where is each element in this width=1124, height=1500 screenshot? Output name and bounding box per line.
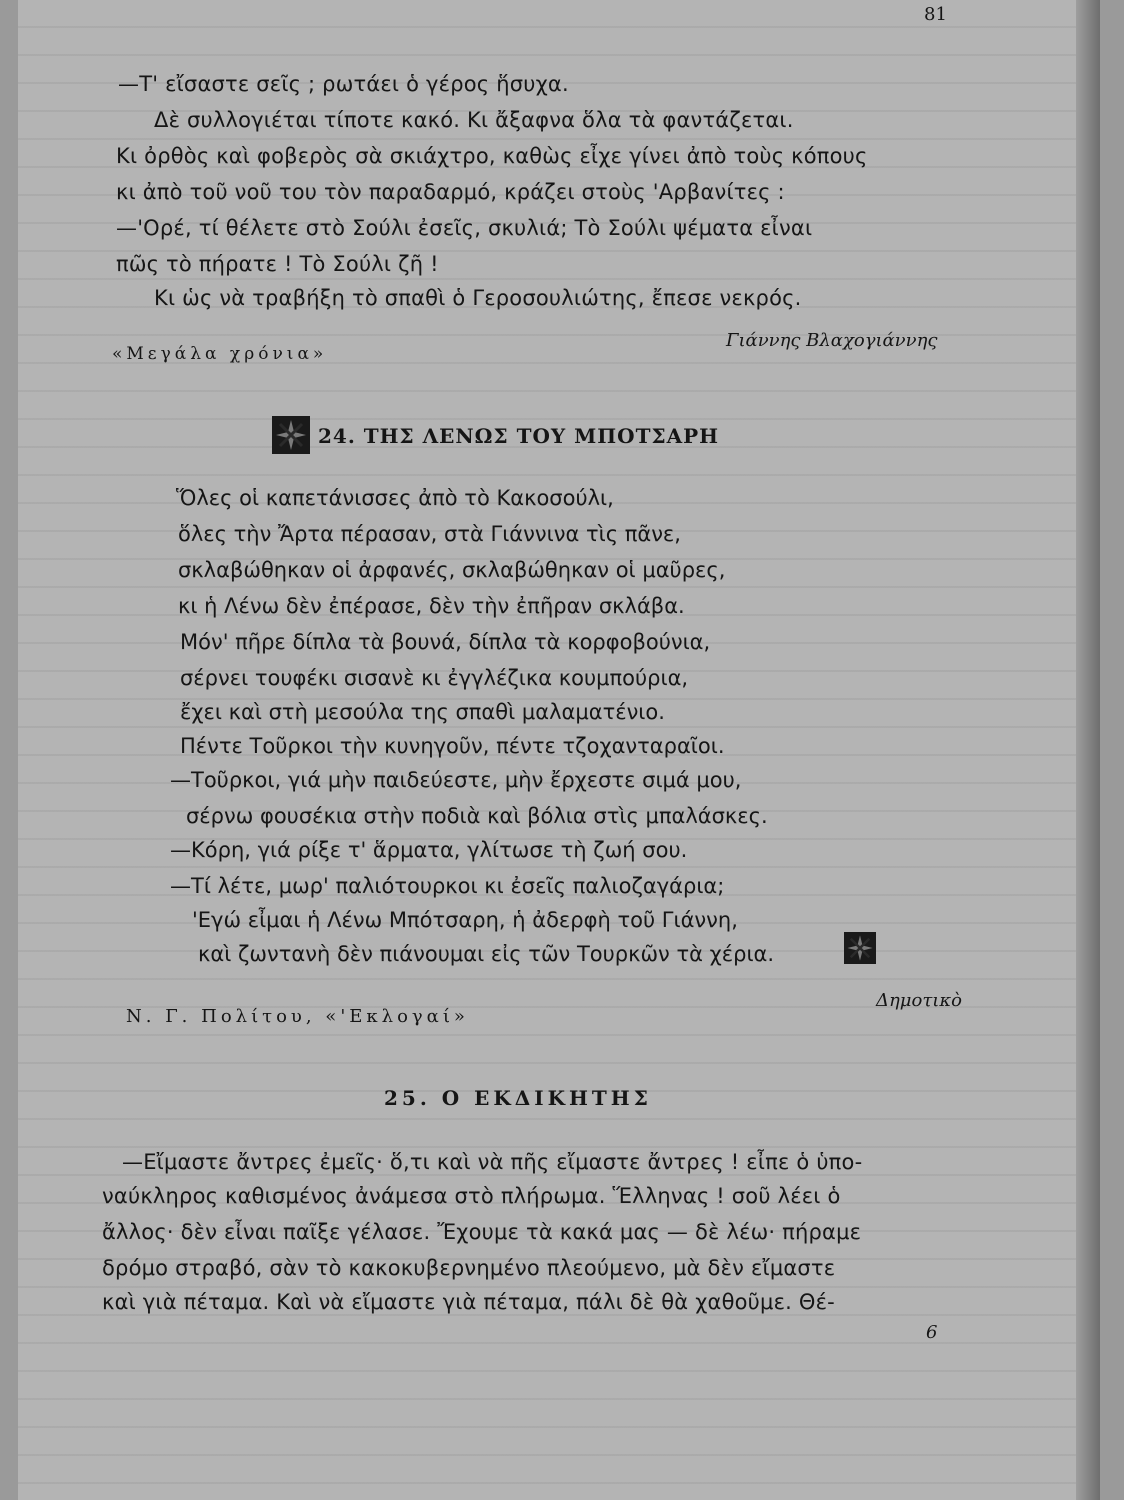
section-heading-25: 25. Ο ΕΚΔΙΚΗΤΗΣ — [384, 1086, 652, 1110]
page-edge — [1076, 0, 1100, 1500]
source-title: Ν. Γ. Πολίτου, «'Εκλογαί» — [126, 1006, 469, 1027]
text-line: —Εἴμαστε ἄντρες ἐμεῖς· ὅ,τι καὶ νὰ πῆς εἴμαστε ἄντρες ! εἶπε ὁ ὑπο- — [122, 1150, 863, 1174]
poem-line: σέρνει τουφέκι σισανὲ κι ἐγγλέζικα κουμπούρια, — [180, 666, 689, 690]
poem-line: κι ἡ Λένω δὲν ἐπέρασε, δὲν τὴν ἐπῆραν σκλάβα. — [178, 594, 685, 618]
text-line: ἄλλος· δὲν εἶναι παῖξε γέλασε. Ἔχουμε τὰ κακά μας — δὲ λέω· πήραμε — [102, 1220, 862, 1244]
poem-line: καὶ ζωντανὴ δὲν πιάνουμαι εἰς τῶν Τουρκῶν τὰ χέρια. — [198, 942, 775, 966]
source-title: «Μεγάλα χρόνια» — [112, 344, 328, 364]
author-name: Γιάννης Βλαχογιάννης — [726, 330, 938, 351]
text-line: Κι ὀρθὸς καὶ φοβερὸς σὰ σκιάχτρο, καθὼς εἶχε γίνει ἀπὸ τοὺς κόπους — [116, 144, 868, 168]
text-line: κι ἀπὸ τοῦ νοῦ του τὸν παραδαρμό, κράζει στοὺς 'Αρβανίτες : — [116, 180, 785, 204]
poem-line: σκλαβώθηκαν οἱ ἀρφανές, σκλαβώθηκαν οἱ μαῦρες, — [178, 558, 726, 582]
text-line: πῶς τὸ πήρατε ! Τὸ Σούλι ζῆ ! — [116, 252, 439, 276]
text-line: δρόμο στραβό, σὰν τὸ κακοκυβερνημένο πλεούμενο, μὰ δὲν εἴμαστε — [102, 1256, 836, 1280]
poem-line: —Τί λέτε, μωρ' παλιότουρκοι κι ἐσεῖς παλιοζαγάρια; — [170, 874, 725, 898]
cross-icon — [844, 932, 876, 964]
text-line: Δὲ συλλογιέται τίποτε κακό. Κι ἄξαφνα ὅλα τὰ φαντάζεται. — [154, 108, 794, 132]
text-line: Κι ὡς νὰ τραβήξη τὸ σπαθὶ ὁ Γεροσουλιώτης, ἔπεσε νεκρός. — [154, 286, 802, 310]
text-line: —Τ' εἴσαστε σεῖς ; ρωτάει ὁ γέρος ἥσυχα. — [118, 72, 569, 96]
book-page — [18, 0, 1100, 1500]
attribution: Δημοτικὸ — [876, 990, 962, 1011]
text-line: —'Ορέ, τί θέλετε στὸ Σούλι ἐσεῖς, σκυλιά; Τὸ Σούλι ψέματα εἶναι — [116, 216, 813, 240]
poem-line: Ὅλες οἱ καπετάνισσες ἀπὸ τὸ Κακοσούλι, — [176, 486, 614, 510]
text-line: ναύκληρος καθισμένος ἀνάμεσα στὸ πλήρωμα. Ἕλληνας ! σοῦ λέει ὁ — [102, 1184, 841, 1208]
text-line: καὶ γιὰ πέταμα. Καὶ νὰ εἴμαστε γιὰ πέταμα, πάλι δὲ θὰ χαθοῦμε. Θέ- — [102, 1290, 835, 1314]
poem-line: ὅλες τὴν Ἄρτα πέρασαν, στὰ Γιάννινα τὶς πᾶνε, — [178, 522, 681, 546]
poem-line: σέρνω φουσέκια στὴν ποδιὰ καὶ βόλια στὶς μπαλάσκες. — [186, 804, 768, 828]
signature-mark: 6 — [926, 1322, 938, 1343]
poem-line: 'Εγώ εἶμαι ἡ Λένω Μπότσαρη, ἡ ἀδερφὴ τοῦ Γιάννη, — [192, 908, 738, 932]
page-number: 81 — [924, 4, 947, 25]
poem-line: Πέντε Τοῦρκοι τὴν κυνηγοῦν, πέντε τζοχανταραῖοι. — [180, 734, 725, 758]
poem-line: Μόν' πῆρε δίπλα τὰ βουνά, δίπλα τὰ κορφοβούνια, — [180, 630, 711, 654]
section-heading-24: 24. ΤΗΣ ΛΕΝΩΣ ΤΟΥ ΜΠΟΤΣΑΡΗ — [318, 424, 720, 448]
cross-icon — [272, 416, 310, 454]
poem-line: —Κόρη, γιά ρίξε τ' ἅρματα, γλίτωσε τὴ ζωή σου. — [170, 838, 688, 862]
poem-line: ἔχει καὶ στὴ μεσούλα της σπαθὶ μαλαματένιο. — [180, 700, 665, 724]
poem-line: —Τοῦρκοι, γιά μὴν παιδεύεστε, μὴν ἔρχεστε σιμά μου, — [170, 768, 742, 792]
